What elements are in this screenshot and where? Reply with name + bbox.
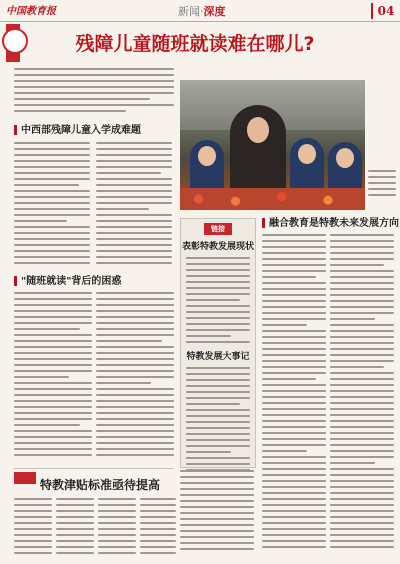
section-2-col-b (96, 292, 174, 464)
section-3-title: 融合教育是特教未来发展方向 (269, 218, 399, 229)
section-1-heading (14, 124, 141, 137)
section-main: 深度 (203, 5, 226, 18)
section-2-heading (14, 275, 121, 288)
section-1-col-b (96, 142, 172, 270)
section-label (178, 3, 298, 21)
section-4-col-d (140, 498, 176, 558)
sidebar-title-1: 表彰特教发展现状 (181, 242, 254, 252)
section-4-col-b (56, 498, 94, 558)
page-number: 04 (371, 3, 399, 19)
section-4-rule (14, 468, 174, 469)
section-2-title: "随班就读"背后的困惑 (21, 276, 122, 287)
photo-caption (368, 170, 396, 210)
section-2-col-a (14, 292, 92, 464)
lead-paragraph (14, 68, 174, 116)
section-4-col-a (14, 498, 52, 558)
sidebar-title-2: 特教发展大事记 (186, 352, 250, 362)
page-headline: 残障儿童随班就读难在哪儿? (75, 33, 315, 55)
section-4-tag (14, 472, 36, 484)
section-1-title: 中西部残障儿童入学成难题 (21, 125, 141, 136)
section-4-title: 特教津贴标准亟待提高 (40, 478, 161, 492)
section-4-col-c (98, 498, 136, 558)
section-1-col-a (14, 142, 90, 270)
masthead-logo: 中国教育报 (6, 6, 56, 17)
section-prefix: 新闻· (178, 5, 204, 18)
seal-icon (2, 28, 28, 54)
section-3-col-b (330, 234, 394, 556)
section-3-col-a (262, 234, 326, 556)
section-4-col-e (180, 470, 254, 558)
sidebar-box (180, 218, 256, 468)
masthead-rule (0, 21, 400, 22)
section-3-heading (262, 217, 399, 230)
sidebar-tag: 链接 (204, 223, 232, 235)
feature-photo (180, 80, 365, 210)
